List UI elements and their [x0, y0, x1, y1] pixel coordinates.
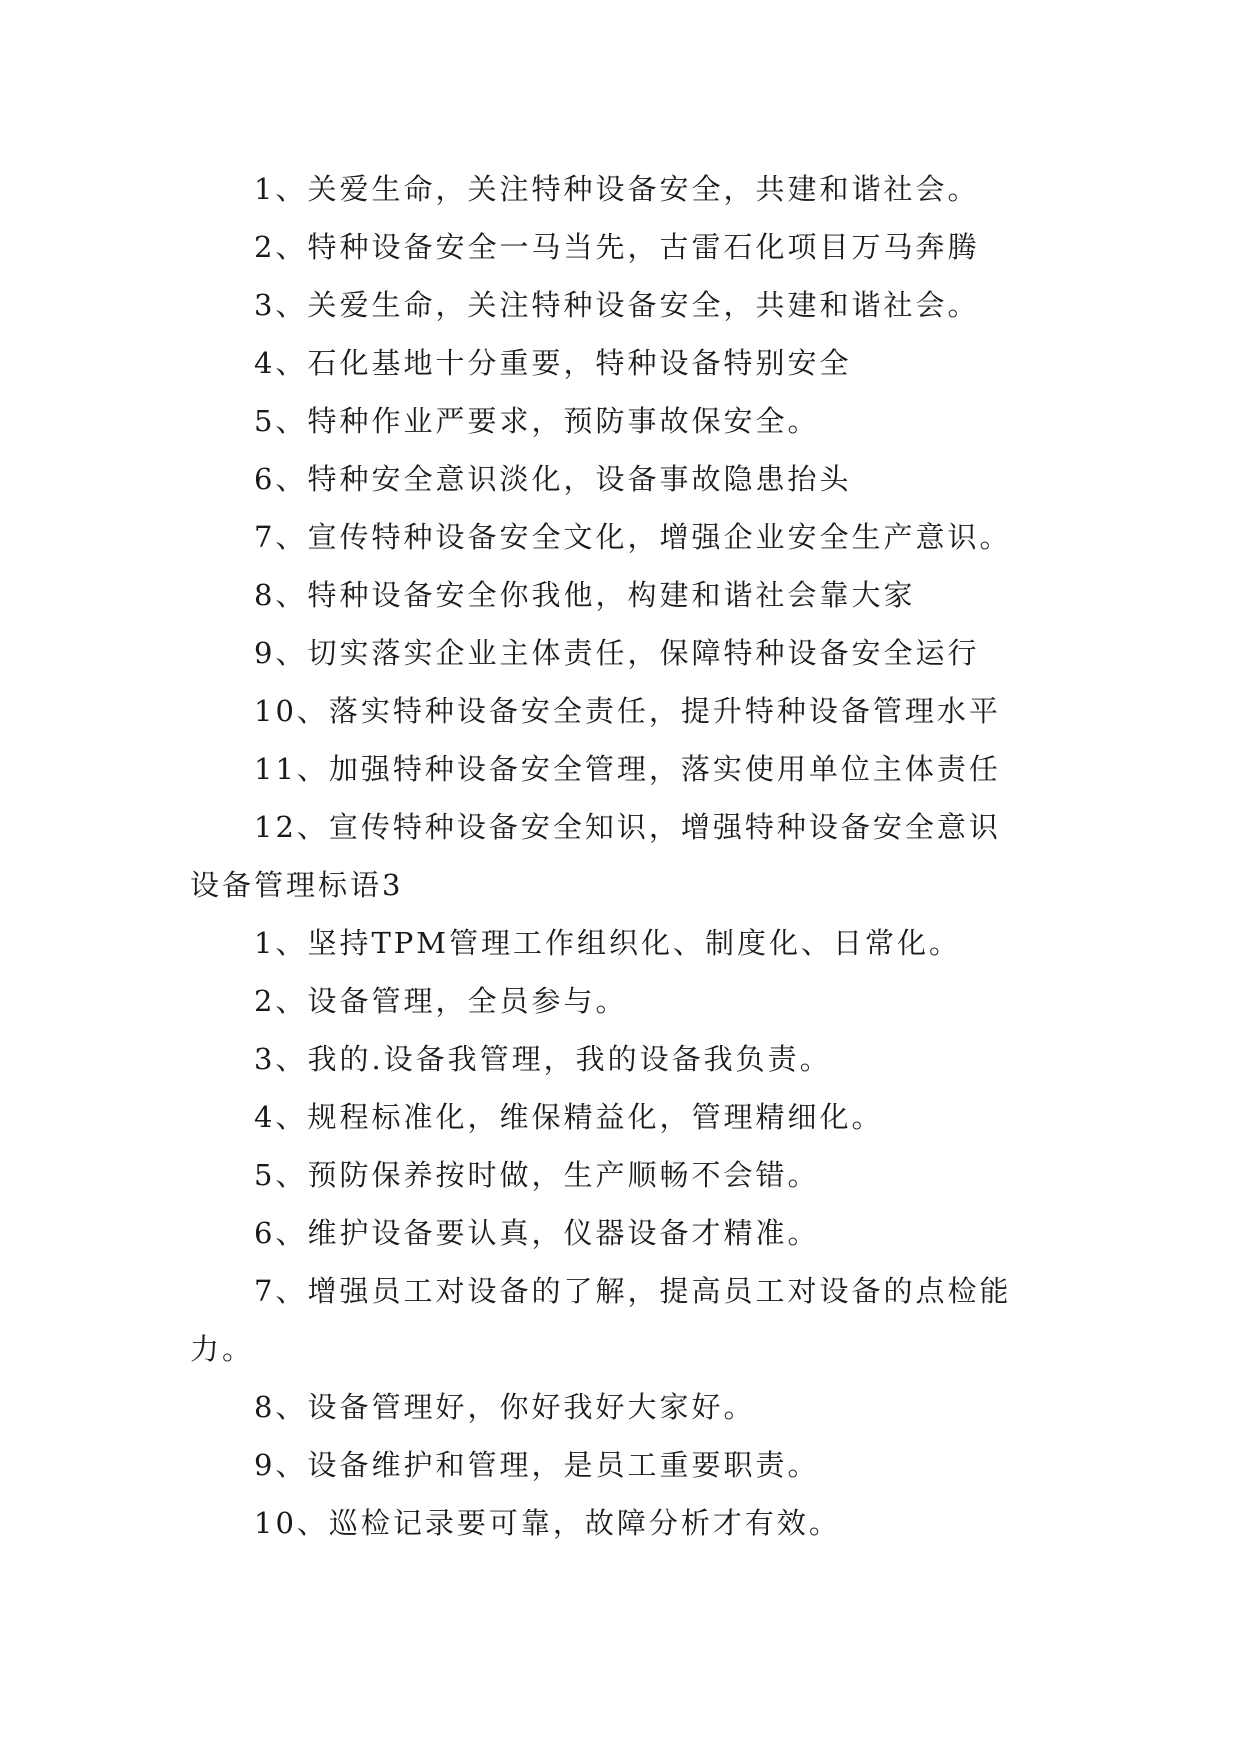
list-item: 2、设备管理，全员参与。: [254, 984, 628, 1018]
list-item: 5、特种作业严要求，预防事故保安全。: [254, 404, 820, 438]
list-item: 6、维护设备要认真，仪器设备才精准。: [254, 1216, 820, 1250]
list-item: 4、石化基地十分重要，特种设备特别安全: [254, 346, 852, 380]
list-item: 8、特种设备安全你我他，构建和谐社会靠大家: [254, 578, 916, 612]
list-item: 7、宣传特种设备安全文化，增强企业安全生产意识。: [254, 520, 1012, 554]
list-item: 12、宣传特种设备安全知识，增强特种设备安全意识: [254, 810, 1001, 844]
list-item: 8、设备管理好，你好我好大家好。: [254, 1390, 756, 1424]
list-item: 1、坚持TPM管理工作组织化、制度化、日常化。: [254, 926, 962, 960]
list-item: 10、巡检记录要可靠，故障分析才有效。: [254, 1506, 841, 1540]
list-item: 9、切实落实企业主体责任，保障特种设备安全运行: [254, 636, 980, 670]
list-item: 4、规程标准化，维保精益化，管理精细化。: [254, 1100, 884, 1134]
list-item: 3、关爱生命，关注特种设备安全，共建和谐社会。: [254, 288, 980, 322]
list-item: 3、我的.设备我管理，我的设备我负责。: [254, 1042, 832, 1076]
list-item: 1、关爱生命，关注特种设备安全，共建和谐社会。: [254, 172, 980, 206]
document-body: [190, 160, 1070, 1552]
list-item: 10、落实特种设备安全责任，提升特种设备管理水平: [254, 694, 1001, 728]
list-item: 11、加强特种设备安全管理，落实使用单位主体责任: [254, 752, 1001, 786]
section-heading: 设备管理标语3: [190, 868, 404, 902]
list-item: 9、设备维护和管理，是员工重要职责。: [254, 1448, 820, 1482]
list-item: 5、预防保养按时做，生产顺畅不会错。: [254, 1158, 820, 1192]
list-item: 6、特种安全意识淡化，设备事故隐患抬头: [254, 462, 852, 496]
list-item: 7、增强员工对设备的了解，提高员工对设备的点检能力。: [190, 1274, 1012, 1366]
list-item: 2、特种设备安全一马当先，古雷石化项目万马奔腾: [254, 230, 980, 264]
